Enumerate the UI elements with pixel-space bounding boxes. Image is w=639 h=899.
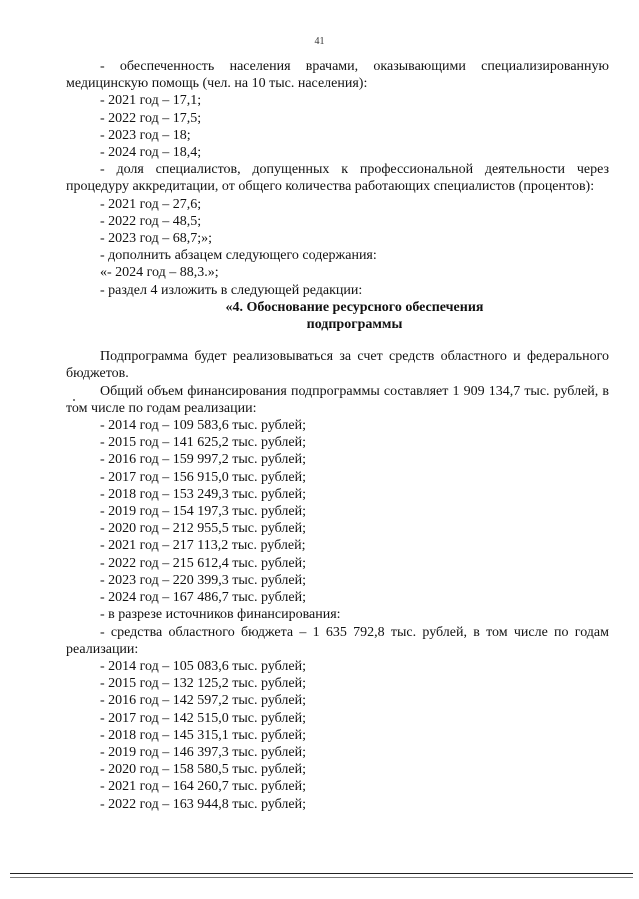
list-item: - 2017 год – 156 915,0 тыс. рублей; bbox=[100, 469, 307, 485]
specialist-care-list bbox=[66, 92, 609, 161]
section-heading: «4. Обоснование ресурсного обеспечения bbox=[225, 299, 484, 315]
list-item: - 2020 год – 158 580,5 тыс. рублей; bbox=[100, 762, 307, 778]
list-item: - 2019 год – 146 397,3 тыс. рублей; bbox=[100, 744, 307, 760]
list-item: - 2023 год – 18; bbox=[100, 127, 191, 143]
list-item: - 2024 год – 18,4; bbox=[100, 145, 202, 161]
list-item: - 2021 год – 217 113,2 тыс. рублей; bbox=[100, 538, 306, 554]
list-item: - 2022 год – 215 612,4 тыс. рублей; bbox=[100, 555, 307, 571]
list-item: - 2023 год – 68,7;»; bbox=[100, 231, 213, 247]
list-item: - 2015 год – 141 625,2 тыс. рублей; bbox=[100, 435, 307, 451]
footer-rule-secondary bbox=[10, 877, 633, 878]
accreditation-list bbox=[66, 196, 609, 248]
amendment-line: - раздел 4 изложить в следующей редакции: bbox=[100, 282, 363, 298]
list-item: - 2015 год – 132 125,2 тыс. рублей; bbox=[100, 676, 307, 692]
list-item: - 2022 год – 48,5; bbox=[100, 213, 202, 229]
sources-breakdown-line: - в разрезе источников финансирования: bbox=[100, 607, 341, 623]
regional-budget-list bbox=[66, 658, 609, 813]
list-item: - 2022 год – 17,5; bbox=[100, 110, 202, 126]
accreditation-indicator: - доля специалистов, допущенных к профессиональной деятельности через процедуру аккредитации, от общего количества работающих специалистов (процентов): bbox=[66, 162, 609, 195]
list-item: - 2016 год – 142 597,2 тыс. рублей; bbox=[100, 693, 307, 709]
list-item: - 2017 год – 142 515,0 тыс. рублей; bbox=[100, 710, 307, 726]
document-body bbox=[66, 58, 609, 813]
list-item: - 2024 год – 167 486,7 тыс. рублей; bbox=[100, 590, 307, 606]
list-item: - 2018 год – 153 249,3 тыс. рублей; bbox=[100, 486, 307, 502]
list-item: - 2014 год – 105 083,6 тыс. рублей; bbox=[100, 658, 307, 674]
regional-budget-paragraph: - средства областного бюджета – 1 635 792,8 тыс. рублей, в том числе по годам реализации: bbox=[66, 624, 609, 657]
scan-speck bbox=[73, 399, 75, 401]
section-heading-continued: подпрограммы bbox=[306, 317, 403, 333]
page-number: 41 bbox=[314, 36, 325, 47]
list-item: - 2021 год – 17,1; bbox=[100, 93, 202, 109]
list-item: - 2016 год – 159 997,2 тыс. рублей; bbox=[100, 452, 307, 468]
funding-sources-paragraph: Подпрограмма будет реализовываться за счет средств областного и федерального бюджетов. bbox=[66, 349, 609, 382]
specialist-care-indicator: - обеспеченность населения врачами, оказывающими специализированную медицинскую помощь (чел. на 10 тыс. населения): bbox=[66, 59, 609, 92]
list-item: - 2021 год – 164 260,7 тыс. рублей; bbox=[100, 779, 307, 795]
amendment-line: - дополнить абзацем следующего содержания: bbox=[100, 248, 377, 264]
total-funding-list bbox=[66, 417, 609, 606]
list-item: - 2022 год – 163 944,8 тыс. рублей; bbox=[100, 796, 307, 812]
footer-rule bbox=[10, 873, 633, 874]
list-item: - 2018 год – 145 315,1 тыс. рублей; bbox=[100, 727, 307, 743]
list-item: - 2021 год – 27,6; bbox=[100, 196, 202, 212]
list-item: - 2020 год – 212 955,5 тыс. рублей; bbox=[100, 521, 307, 537]
list-item: - 2014 год – 109 583,6 тыс. рублей; bbox=[100, 418, 307, 434]
list-item: - 2023 год – 220 399,3 тыс. рублей; bbox=[100, 572, 307, 588]
total-funding-paragraph: Общий объем финансирования подпрограммы составляет 1 909 134,7 тыс. рублей, в том числе по годам реализации: bbox=[66, 383, 609, 416]
amendment-line: «- 2024 год – 88,3.»; bbox=[100, 265, 219, 281]
list-item: - 2019 год – 154 197,3 тыс. рублей; bbox=[100, 504, 307, 520]
